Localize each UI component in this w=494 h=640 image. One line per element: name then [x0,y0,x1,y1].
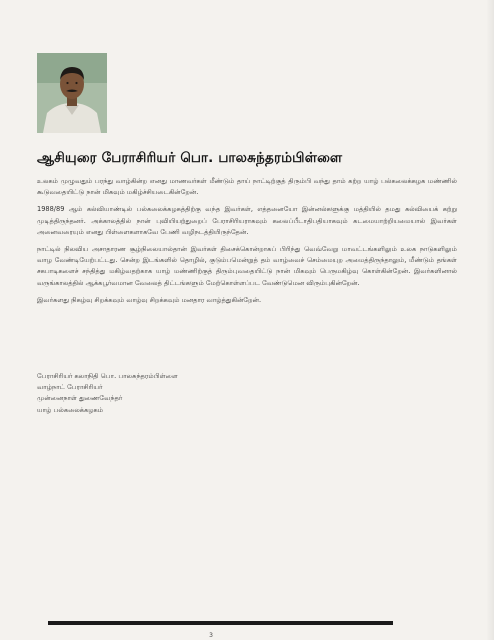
person-portrait-icon [37,53,107,133]
page-edge-shadow [486,0,494,640]
signature-former-role: முன்னைநாள் துணைவேந்தர் [37,394,123,403]
paragraph: இவர்களது நிகழ்வு சிறக்கவும் வாழ்வு சிறக்கவும் மனதார வாழ்த்துகின்றேன். [37,295,262,304]
paragraph: 1988/89 ஆம் கல்வியாண்டில் பல்கலைக்கழகத்திற்கு வந்த இவர்கள், எத்தனையோ இன்னல்களுக்கு மத்தியில் தமது கல்வியைக் கற்று முடித்திருந்தனர். அக்காலத்தில் நான் புவியியற்துறைப் பேராசிரியராகவும் கலைப்பீடாதிபதியாகவும் கடமையாற்றியமையால் இவர்கள் அனைவரையும் எனது பிள்ளைகளாகவே பேணி வழிநடத்தியிருந்தேன். [37,205,457,236]
signature-name: பேராசிரியர் கலாநிதி பொ. பாலசுந்தரம்பிள்ளை [37,372,178,380]
paragraph: உலகம் முழுவதும் பரந்து வாழ்கின்ற எனது மாணவர்கள் மீண்டும் தாய் நாட்டிற்குத் திரும்பி வந்து தாம் கற்ற யாழ் பல்கலைக்கழக மண்ணில் கூடுவதையிட்டு நான் மிகவும் மகிழ்ச்சியடைகின்றேன். [37,177,457,197]
footer-rule [48,621,393,625]
portrait-photo [37,53,107,133]
signature-institution: யாழ் பல்கலைக்கழகம் [37,405,104,414]
signature-role: வாழ்நாட் பேராசிரியர் [37,383,103,392]
paragraph: நாட்டில் நிலவிய அசாதாரண சூழ்நிலையால்தான் இவர்கள் திசைக்கொன்றாகப் பிரிந்து வெவ்வேறு மாவட்டங்களிலும் உலக நாடுகளிலும் வாழ வேண்டியேற்பட்டது. சென்ற இடங்களில் தொழில், குடும்பமென்றுத் தம் வாழ்வைச் செம்மையுற அமைத்திருந்தாலும், மீண்டும் தங்கள் சகபாடிகளைச் சந்தித்து மகிழ்வதற்காக யாழ் மண்ணிற்குத் திரும்புவதையிட்டு நான் மிகவும் பெருமகிழ்வு கொள்கின்றேன். இவர்களினால் வருங்காலத்தில் ஆக்கபூர்வமான வேலைத் திட்டங்களும் மேற்கொள்ளப்பட வேண்டுமென விரும்புகின்றேன். [37,245,457,287]
page-number: 3 [209,632,213,639]
signature-block [37,371,337,416]
page-title: ஆசியுரை பேராசிரியர் பொ. பாலசுந்தரம்பிள்ளை [37,150,343,166]
body-text [37,176,457,312]
